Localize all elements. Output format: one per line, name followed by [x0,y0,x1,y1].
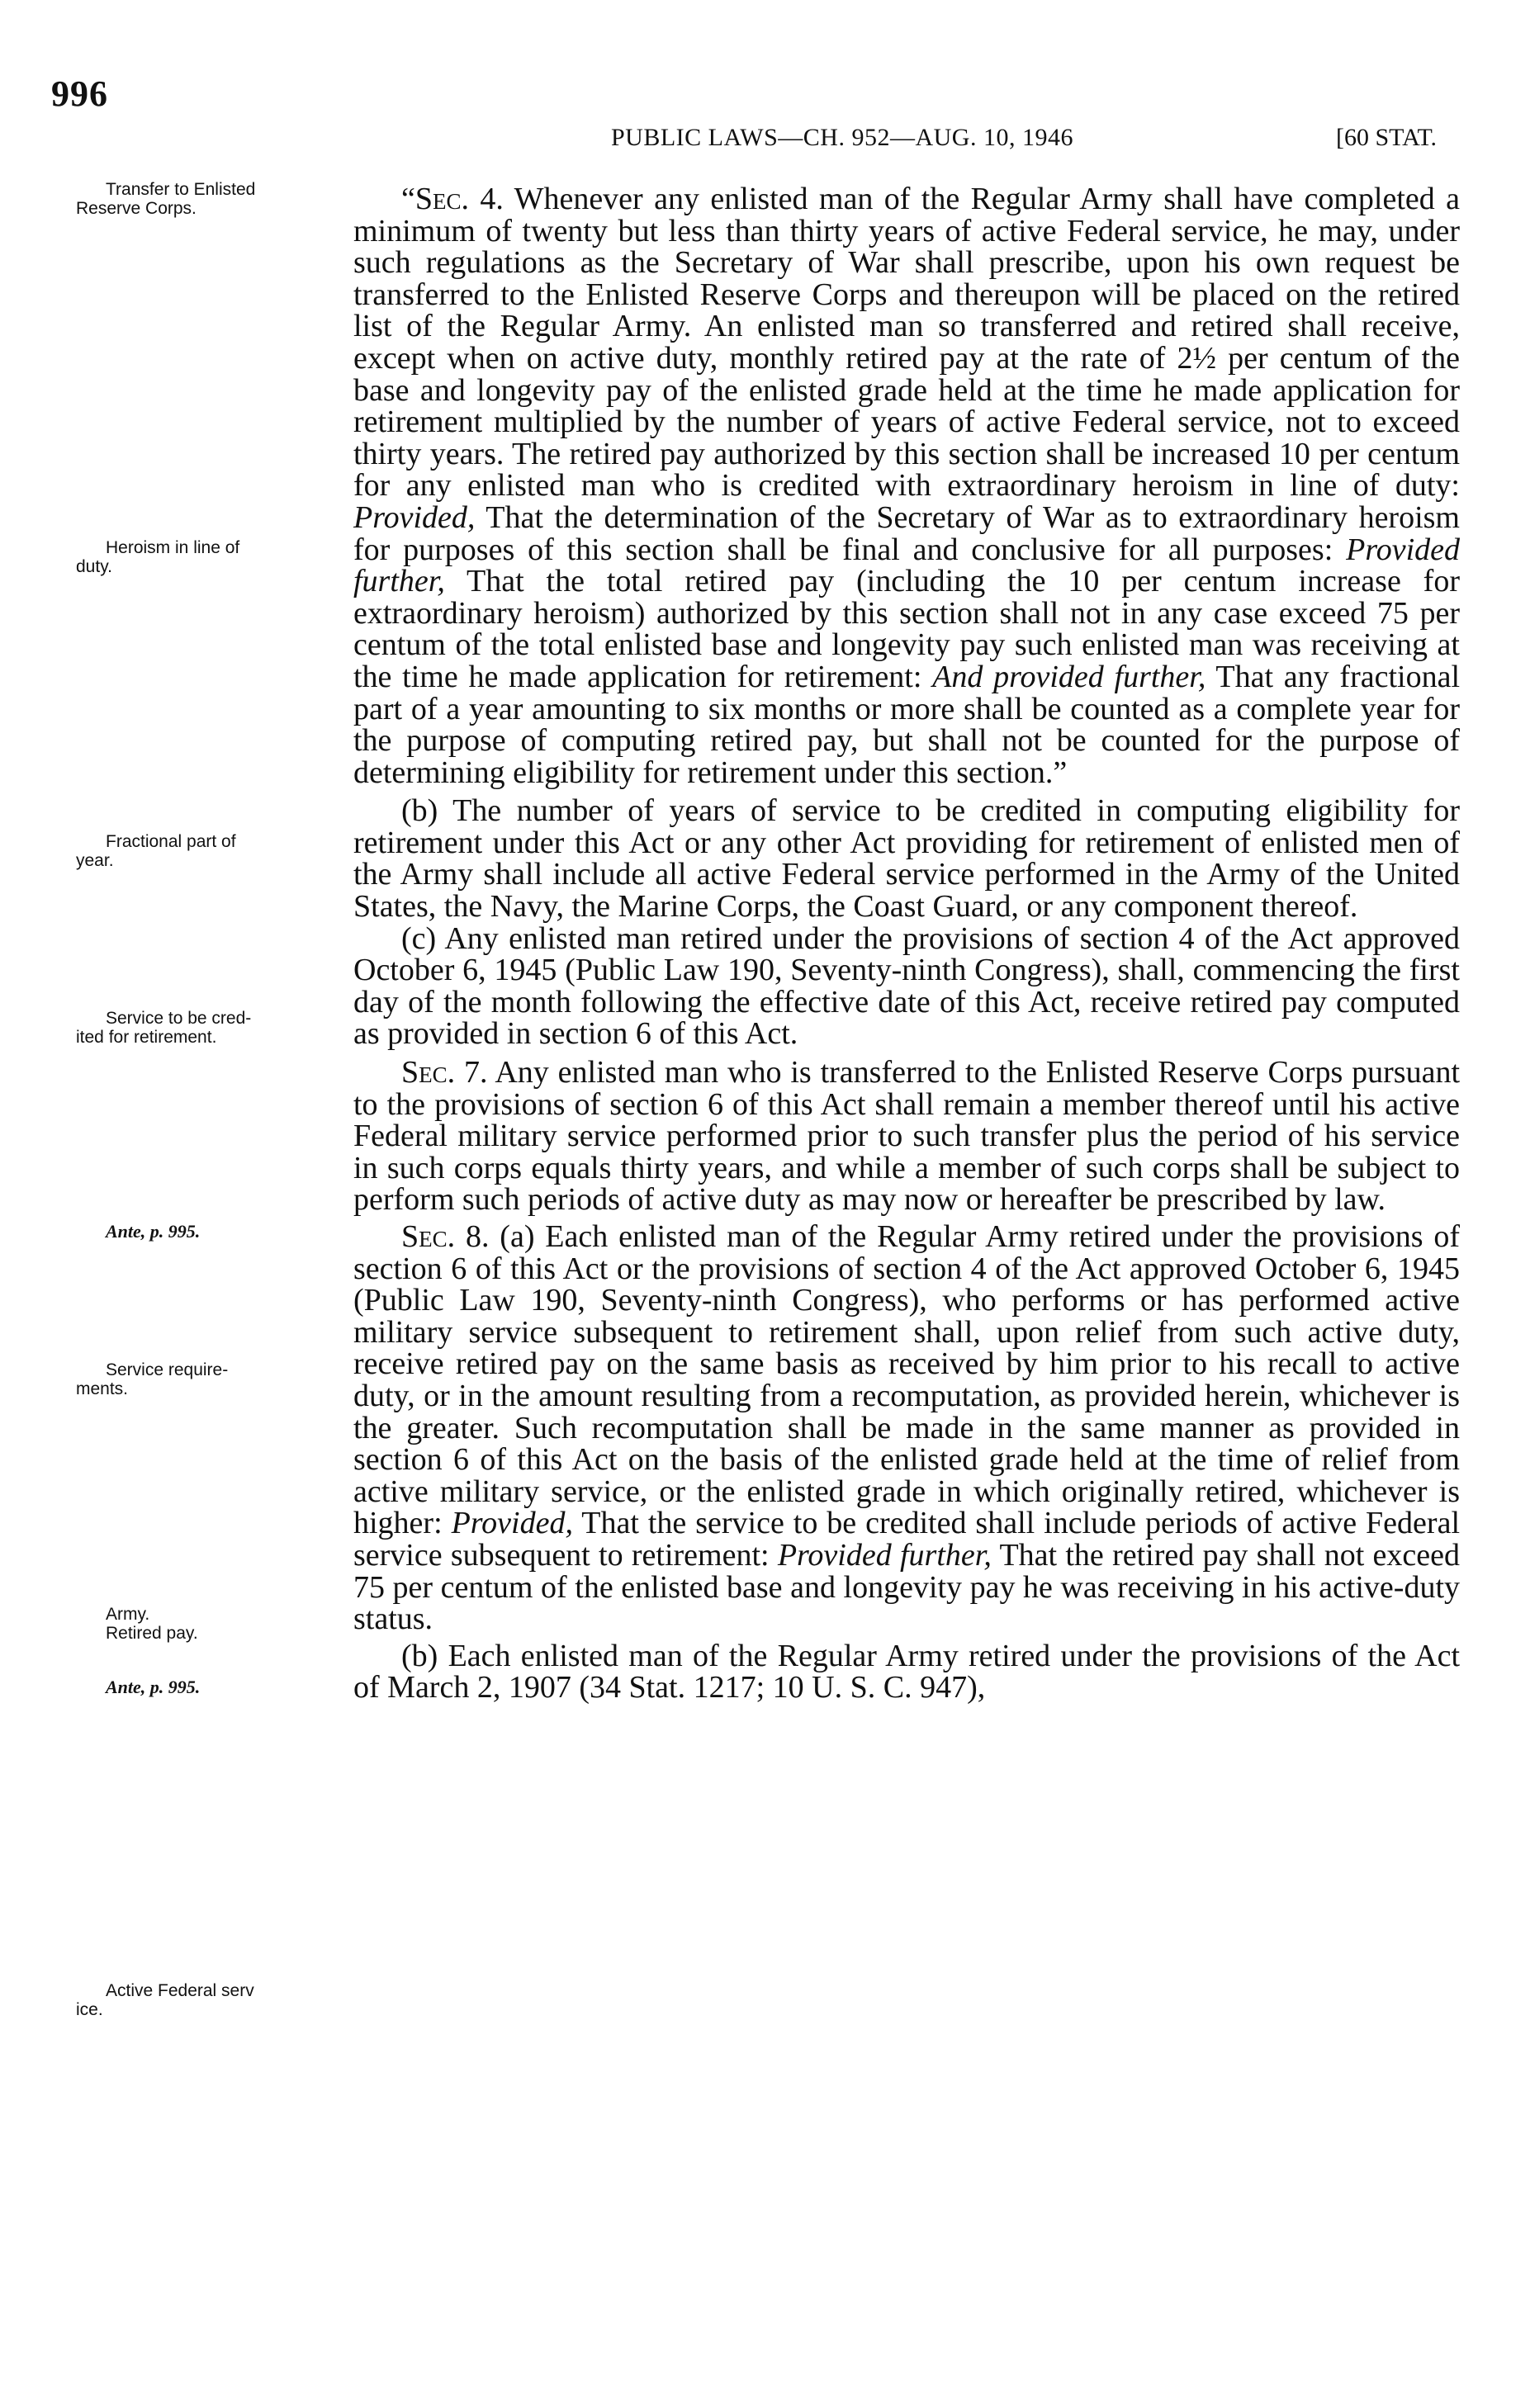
margin-note-line: Transfer to Enlisted [106,180,256,199]
section-text: Whenever any enlisted man of the Regular Army shall have completed a minimum of twenty but less than thirty years of active Federal service, he may, under such regulations as the Secretary of War shall prescribe, upon his own request be transferred to the Enlisted Reserve Corps and thereupon will be placed on the retired list of the Regular Army. An enlisted man so transferred and retired shall receive, except when on active duty, monthly retired pay at the rate of 2½ per centum of the base and longevity pay of the enlisted grade held at the time he made application for retirement multiplied by the number of years of active Federal service, not to exceed thirty years. The retired pay authorized by this section shall be increased 10 per centum for any enlisted man who is credited with extraordinary heroism in line of duty: [353,182,1460,504]
volume-reference: [60 STAT. [1336,124,1438,151]
margin-note-transfer [76,180,340,218]
section-text: Any enlisted man who is transferred to the Enlisted Reserve Corps pursuant to the provisions of section 6 of this Act shall remain a member thereof until his active Federal military service performed prior to such transfer plus the period of his service in such corps equals thirty years, and while a member of such corps shall be subject to perform such periods of active duty as may now or hereafter be prescribed by law. [353,1055,1461,1218]
margin-note-service-credited [76,1009,340,1047]
margin-note-ante-1 [76,1222,340,1241]
section-text: (a) Each enlisted man of the Regular Army retired under the provisions of section 6 of this Act or the provisions of section 4 of the Act approved October 6, 1945 (Public Law 190, Seventy-ninth Congress), who performs or has performed active military service subsequent to retirement shall, upon relief from such active duty, receive retired pay on the same basis as received by him prior to his recall to active duty, or in the amount resulting from a recomputation, as provided herein, whichever is the greater. Such recomputation shall be made in the same manner as provided in section 6 of this Act on the basis of the enlisted grade held at the time of relief from active military service, or the enlisted grade in which originally retired, whichever is higher: [353,1219,1460,1541]
paragraph-b: (b) The number of years of service to be credited in computing eligibility for retirement under this Act or any other Act providing for retirement of enlisted men of the Army shall include all active Federal service performed in the Army of the United States, the Navy, the Marine Corps, the Coast Guard, or any component thereof. [353,793,1460,925]
margin-note-service-requirements [76,1360,340,1398]
body-text [353,183,1460,1704]
margin-note-fractional [76,832,340,870]
proviso: Provided, [451,1506,573,1541]
proviso: Provided further, [777,1537,992,1573]
section-text: That any fractional part of a year amounting to six months or more shall be counted as a complete year for the purpose of computing retired pay, but shall not be counted for the purpose of determining eligibility for retirement under this section.” [353,659,1460,790]
margin-note-heroism [76,538,340,576]
margin-note-line: ited for retirement. [76,1028,217,1047]
proviso: Provided further, [353,532,1460,599]
paragraph-c: (c) Any enlisted man retired under the provisions of section 4 of the Act approved October 6, 1945 (Public Law 190, Seventy-ninth Congress), shall, commencing the first day of the month following the effective date of this Act, receive retired pay computed as provided in section 6 of this Act. [353,920,1460,1052]
section-heading: “Sec. 4. [401,182,504,216]
proviso: And provided further, [932,659,1206,694]
section-8-paragraph [353,1221,1460,1635]
margin-note-line: ice. [76,2000,103,2019]
page-number: 996 [51,73,108,114]
margin-note-line: Fractional part of [106,832,236,851]
proviso: Provided, [353,499,476,535]
section-text: That the total retired pay (including the 10 per centum increase for extraordinary heroism) authorized by this section shall not in any case exceed 75 per centum of the total enlisted base and longevity pay such enlisted man was receiving at the time he made application for retirement: [353,564,1460,694]
section-heading: Sec. 8. [401,1219,490,1254]
margin-note-line: Service require- [106,1360,229,1379]
margin-note-line: Retired pay. [106,1624,198,1643]
margin-note-line: year. [76,851,114,870]
section-7-paragraph [353,1057,1460,1216]
margin-note-active-federal [76,1981,340,2019]
margin-note-army-retired-pay [76,1605,340,1643]
section-heading: Sec. 7. [401,1055,488,1090]
section-text: That the determination of the Secretary of War as to extraordinary heroism for purposes of this section shall be final and conclusive for all purposes: [353,499,1460,567]
paragraph-8b: (b) Each enlisted man of the Regular Army retired under the provisions of the Act of March 2, 1907 (34 Stat. 1217; 10 U. S. C. 947), [353,1638,1460,1705]
section-text: That the retired pay shall not exceed 75 per centum of the enlisted base and longevity pay he was receiving in his active-duty status. [353,1537,1461,1637]
running-head: PUBLIC LAWS—CH. 952—AUG. 10, 1946 [611,124,1073,151]
section-text: That the service to be credited shall include periods of active Federal service subsequent to retirement: [353,1506,1460,1573]
margin-note-ante-2 [76,1677,340,1696]
margin-note-line: Ante, p. 995. [106,1677,201,1697]
margin-note-line: Ante, p. 995. [106,1221,201,1242]
margin-note-line: Service to be cred- [106,1009,252,1028]
margin-note-line: duty. [76,557,112,576]
section-4-paragraph [353,183,1460,788]
margin-note-line: Reserve Corps. [76,199,197,218]
margin-note-line: Heroism in line of [106,538,240,557]
margin-note-line: Army. [106,1605,150,1624]
margin-note-line: ments. [76,1379,129,1398]
margin-note-line: Active Federal serv [106,1981,254,2000]
